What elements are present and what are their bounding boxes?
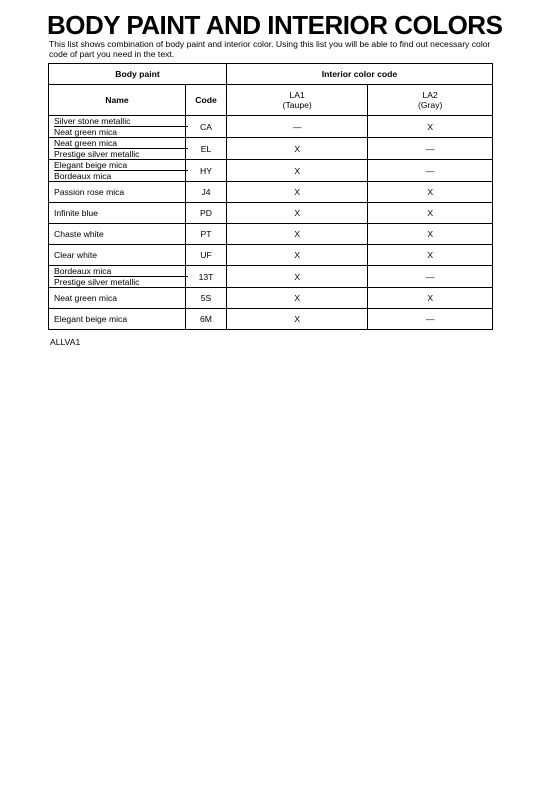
paint-code-cell: 6M	[186, 309, 227, 330]
la1-availability-cell: X	[227, 266, 368, 288]
paint-name: Chaste white	[54, 229, 104, 239]
paint-name: Infinite blue	[54, 208, 98, 218]
paint-name: Neat green mica	[54, 127, 118, 137]
paint-name: Prestige silver metallic	[54, 277, 140, 287]
table-row	[49, 245, 493, 266]
la1-code: LA1	[289, 90, 305, 100]
body-paint-header: Body paint	[49, 64, 227, 85]
paint-code-cell: CA	[186, 116, 227, 138]
page-title: BODY PAINT AND INTERIOR COLORS	[47, 10, 503, 40]
la1-column-header	[227, 85, 368, 116]
la1-availability-cell: X	[227, 182, 368, 203]
paint-code-cell: 5S	[186, 288, 227, 309]
la1-availability-cell: X	[227, 309, 368, 330]
la2-color: (Gray)	[418, 100, 443, 110]
paint-name-cell	[49, 224, 186, 245]
paint-name: Bordeaux mica	[54, 171, 112, 181]
paint-name-cell	[49, 160, 186, 182]
la2-availability-cell: X	[368, 288, 493, 309]
la1-availability-cell: —	[227, 116, 368, 138]
la1-availability-cell: X	[227, 245, 368, 266]
paint-name: Silver stone metallic	[54, 116, 188, 127]
table-row	[49, 116, 493, 138]
interior-color-header: Interior color code	[227, 64, 493, 85]
la2-availability-cell: —	[368, 138, 493, 160]
paint-name-cell	[49, 138, 186, 160]
paint-code-cell: PD	[186, 203, 227, 224]
footer-code: ALLVA1	[50, 337, 81, 347]
la2-availability-cell: X	[368, 182, 493, 203]
name-column-header: Name	[49, 85, 186, 116]
paint-name: Neat green mica	[54, 138, 188, 149]
paint-name-cell	[49, 116, 186, 138]
paint-name: Elegant beige mica	[54, 160, 188, 171]
la1-availability-cell: X	[227, 288, 368, 309]
la2-availability-cell: —	[368, 266, 493, 288]
la2-availability-cell: X	[368, 224, 493, 245]
table-row	[49, 266, 493, 288]
paint-name: Clear white	[54, 250, 97, 260]
paint-name-cell	[49, 203, 186, 224]
table-row	[49, 224, 493, 245]
table-row	[49, 203, 493, 224]
la1-availability-cell: X	[227, 224, 368, 245]
table-row	[49, 138, 493, 160]
la2-availability-cell: —	[368, 160, 493, 182]
la1-availability-cell: X	[227, 203, 368, 224]
table-row	[49, 309, 493, 330]
paint-name: Prestige silver metallic	[54, 149, 140, 159]
paint-code-cell: HY	[186, 160, 227, 182]
table-row	[49, 288, 493, 309]
paint-name-cell	[49, 288, 186, 309]
la2-availability-cell: —	[368, 309, 493, 330]
la1-color: (Taupe)	[282, 100, 312, 110]
paint-code-cell: PT	[186, 224, 227, 245]
paint-code-cell: 13T	[186, 266, 227, 288]
table-row	[49, 160, 493, 182]
paint-name-cell	[49, 182, 186, 203]
paint-name: Passion rose mica	[54, 187, 125, 197]
paint-name-cell	[49, 309, 186, 330]
paint-name: Elegant beige mica	[54, 314, 128, 324]
color-table-body	[49, 116, 493, 330]
paint-code-cell: J4	[186, 182, 227, 203]
la1-availability-cell: X	[227, 160, 368, 182]
la1-availability-cell: X	[227, 138, 368, 160]
paint-name: Neat green mica	[54, 293, 118, 303]
paint-name-cell	[49, 266, 186, 288]
la2-code: LA2	[422, 90, 438, 100]
table-row	[49, 182, 493, 203]
paint-code-cell: UF	[186, 245, 227, 266]
paint-name-cell	[49, 245, 186, 266]
la2-availability-cell: X	[368, 116, 493, 138]
la2-availability-cell: X	[368, 203, 493, 224]
paint-name: Bordeaux mica	[54, 266, 188, 277]
la2-availability-cell: X	[368, 245, 493, 266]
color-table	[48, 63, 493, 330]
intro-text: This list shows combination of body paint and interior color. Using this list you will be able to find out necessary color code of part you need in the text.	[49, 39, 491, 59]
paint-code-cell: EL	[186, 138, 227, 160]
la2-column-header	[368, 85, 493, 116]
code-column-header: Code	[186, 85, 227, 116]
